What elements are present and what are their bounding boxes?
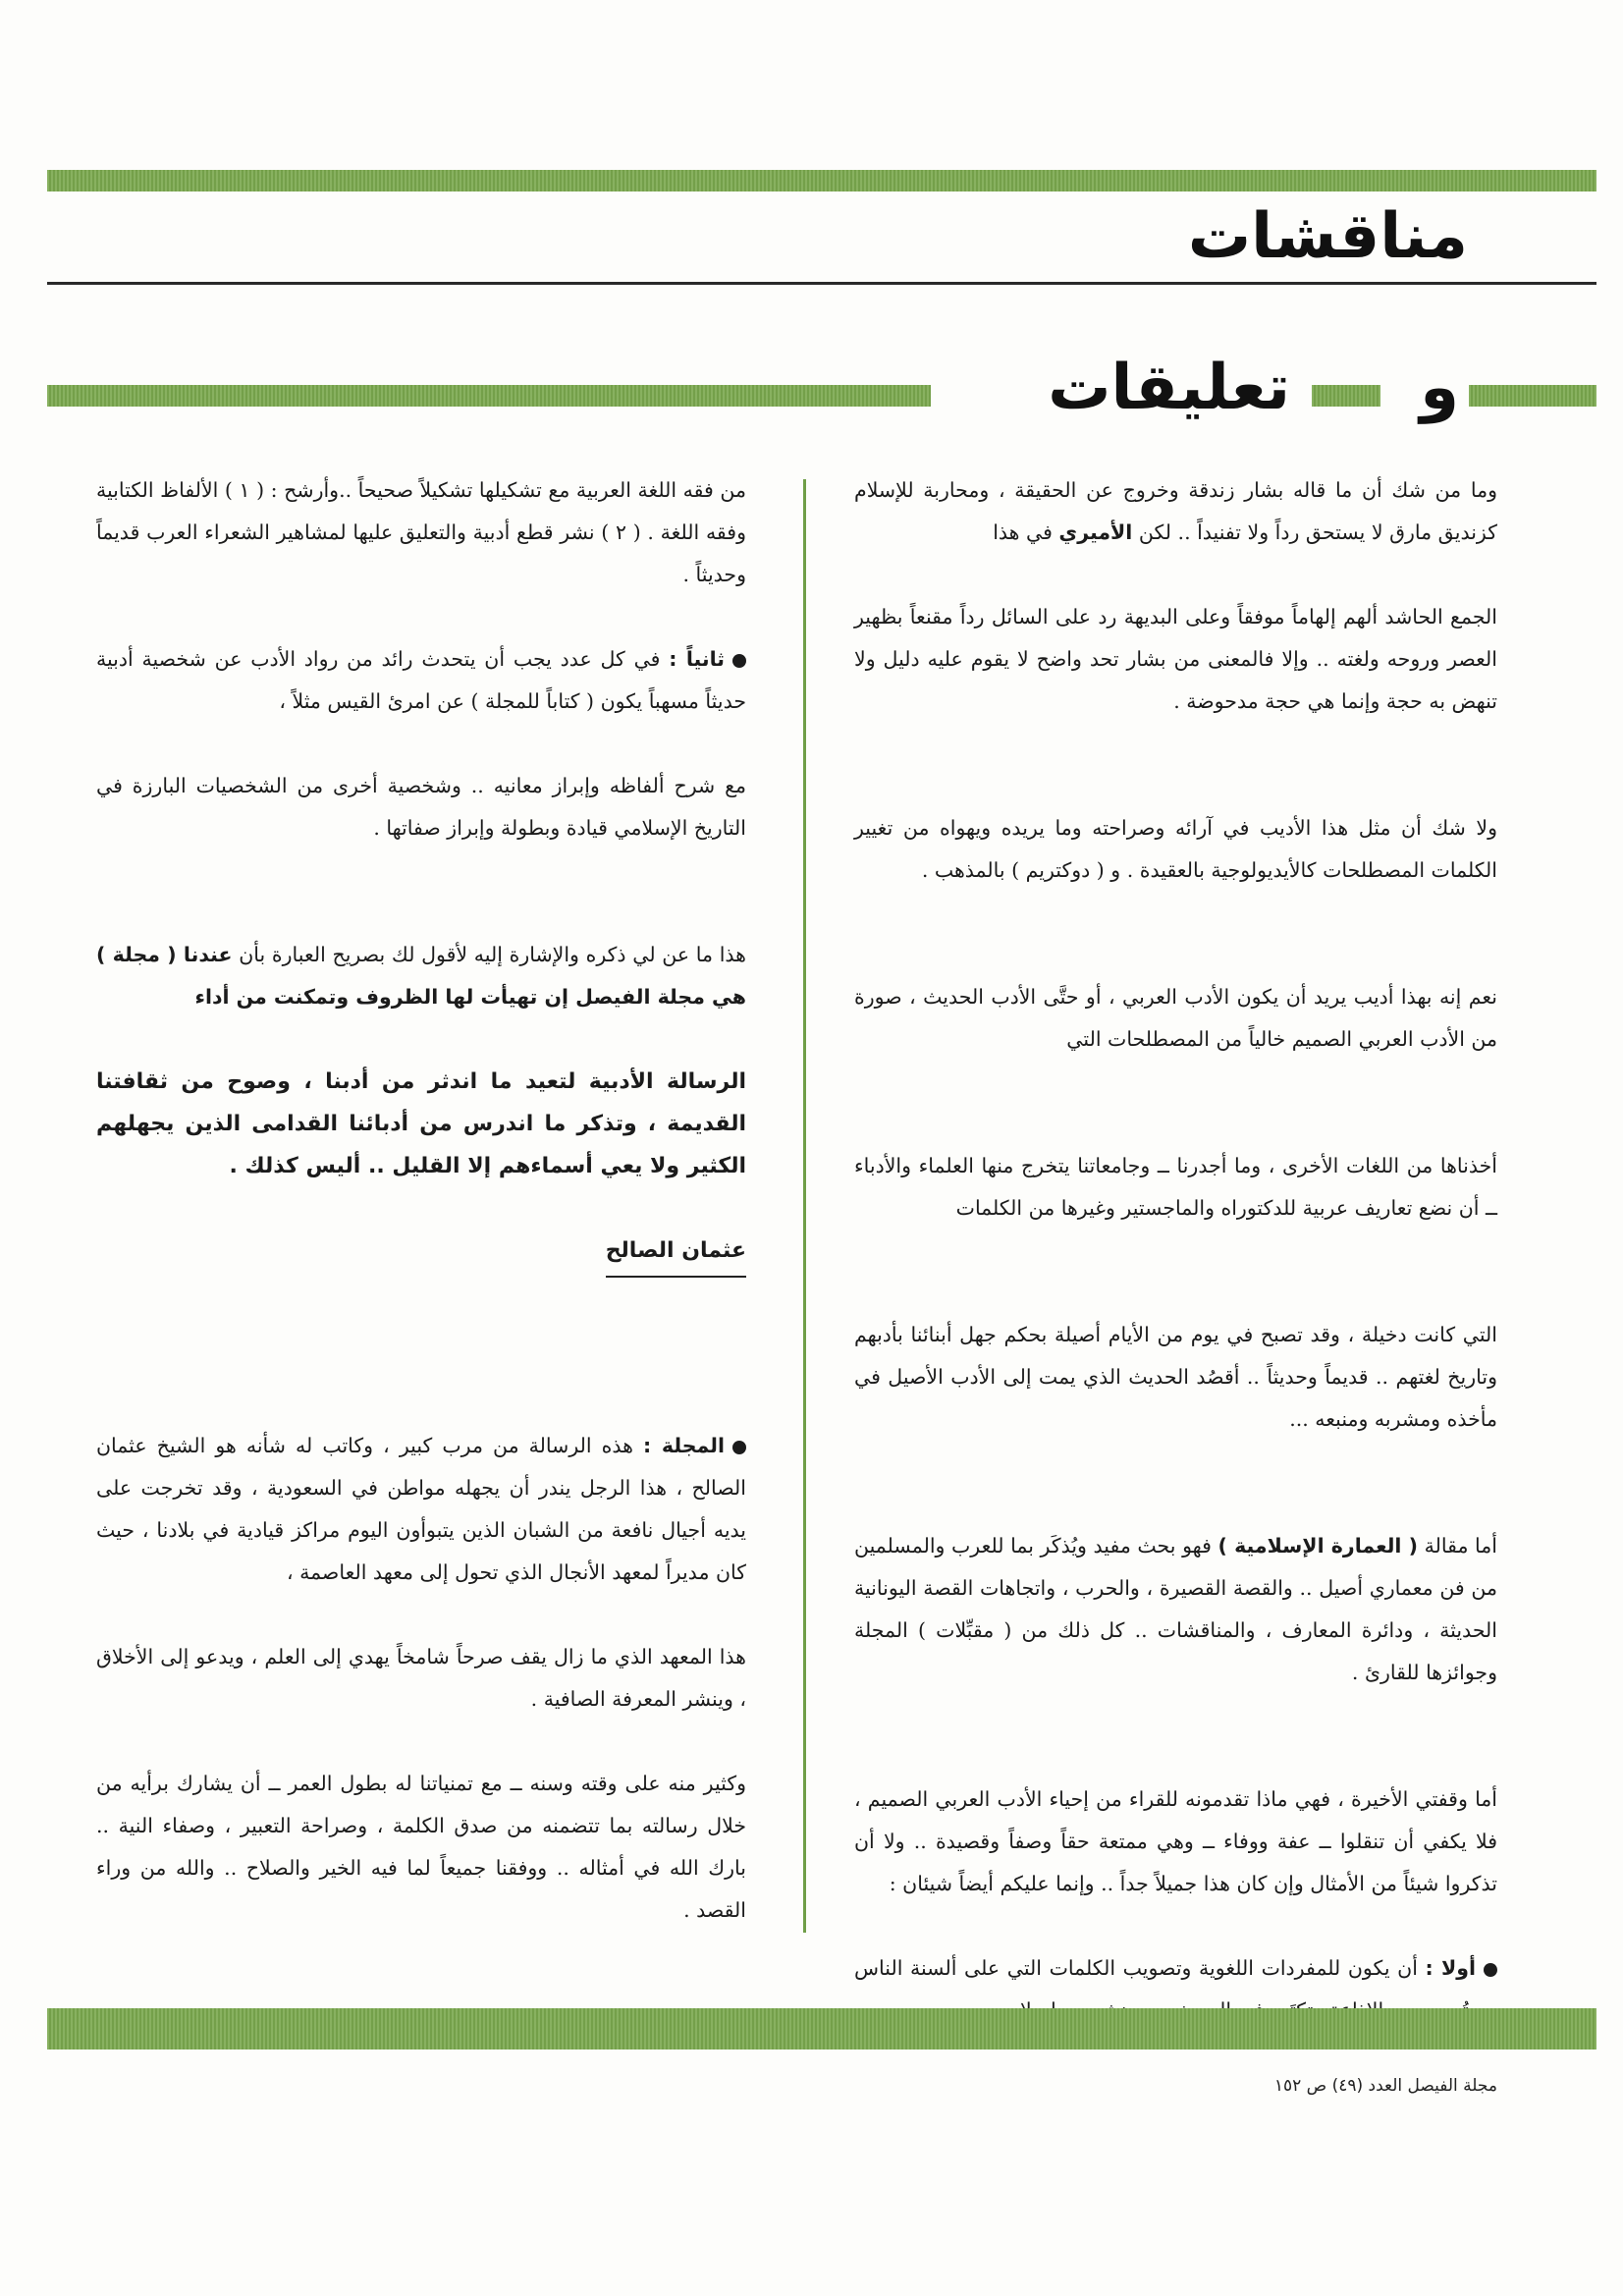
top-green-band bbox=[47, 170, 1596, 191]
right-paragraph-4: نعم إنه بهذا أديب يريد أن يكون الأدب العربي ، أو حتَّى الأدب الحديث ، صورة من الأدب العربي الصميم خالياً من المصطلحات التي bbox=[854, 985, 1497, 1051]
left-paragraph-4: هذا ما عن لي ذكره والإشارة إليه لأقول لك بصريح العبارة بأن عندنا ( مجلة ) هي مجلة الفيصل إن تهيأت لها الظروف وتمكنت من أداء bbox=[96, 943, 746, 1009]
column-divider bbox=[803, 479, 806, 1933]
right-paragraph-5: أخذناها من اللغات الأخرى ، وما أجدرنا ــ وجامعاتنا يتخرج منها العلماء والأدباء ــ أن نضع تعاريف عربية للدكتوراه والماجستير وغيرها من الكلمات bbox=[854, 1154, 1497, 1220]
section-title-comments: تعليقات bbox=[1048, 352, 1290, 424]
left-paragraph-6: المجلة : هذه الرسالة من مرب كبير ، وكاتب له شأنه هو الشيخ عثمان الصالح ، هذا الرجل يندر أن يجهله مواطن في السعودية ، وقد تخرجت على يديه أجيال نافعة من الشبان الذين يتبوأون اليوم مراكز قيادية في بلادنا ، حيث كان مديراً لمعهد الأنجال الذي تحول إلى معهد العاصمة ، bbox=[96, 1434, 746, 1584]
bullet-icon bbox=[732, 1441, 746, 1454]
signature-name: عثمان الصالح bbox=[606, 1230, 746, 1278]
page-footer: مجلة الفيصل العدد (٤٩) ص ١٥٢ bbox=[1273, 2076, 1497, 2096]
right-paragraph-6: التي كانت دخيلة ، وقد تصبح في يوم من الأيام أصيلة بحكم جهل أبنائنا بأدبهم وتاريخ لغتهم .. قديماً وحديثاً .. أقصُد الحديث الذي يمت إلى الأدب الأصيل في مأخذه ومشربه ومنبعه ... bbox=[854, 1323, 1497, 1431]
bullet-icon bbox=[1484, 1963, 1497, 1977]
subtitle-row bbox=[47, 354, 1596, 422]
left-paragraph-7: هذا المعهد الذي ما زال يقف صرحاً شامخاً يهدي إلى العلم ، ويدعو إلى الأخلاق ، وينشر المعرفة الصافية . bbox=[96, 1645, 746, 1711]
green-segment-right bbox=[1469, 385, 1596, 407]
left-paragraph-8: وكثير منه على وقته وسنه ــ مع تمنياتنا له بطول العمر ــ أن يشارك برأيه من خلال رسالته بما تتضمنه من صدق الكلمة ، وصراحة التعبير ، وصفاء النية .. بارك الله في أمثاله .. ووفقنا جميعاً لما فيه الخير والصلاح .. والله من وراء القصد . bbox=[96, 1772, 746, 1922]
emphasis-islamic-architecture: ( العمارة الإسلامية ) bbox=[1217, 1534, 1419, 1558]
emphasis-our-magazine: عندنا ( مجلة ) هي مجلة الفيصل إن تهيأت لها الظروف وتمكنت من أداء bbox=[96, 943, 746, 1009]
left-paragraph-1: من فقه اللغة العربية مع تشكيلها تشكيلاً صحيحاً ..وأرشح : ( ١ ) الألفاظ الكتابية وفقه اللغة . ( ٢ ) نشر قطع أدبية والتعليق عليها لمشاهير الشعراء العرب قديماً وحديثاً . bbox=[96, 478, 746, 586]
right-paragraph-1: وما من شك أن ما قاله بشار زندقة وخروج عن الحقيقة ، ومحاربة للإسلام كزنديق مارق لا يستحق رداً ولا تفنيداً .. لكن الأميري في هذا bbox=[854, 478, 1497, 544]
right-paragraph-7: أما مقالة ( العمارة الإسلامية ) فهو بحث مفيد ويُذكَر بما للعرب والمسلمين من فن معماري أصيل .. والقصة القصيرة ، والحرب ، واتجاهات القصة اليونانية الحديثة ، ودائرة المعارف ، والمناقشات .. كل ذلك من ( مقبِّلات ) المجلة وجوائزها للقارئ . bbox=[854, 1534, 1497, 1684]
signature-line bbox=[96, 1230, 746, 1278]
right-paragraph-3: ولا شك أن مثل هذا الأديب في آرائه وصراحته وما يريده ويهواه من تغيير الكلمات المصطلحات كالأيديولوجية بالعقيدة . و ( دوكتريم ) بالمذهب . bbox=[854, 816, 1497, 882]
right-paragraph-9: أولا : أن يكون للمفردات اللغوية وتصويب الكلمات التي على ألسنة الناس bbox=[854, 1947, 1497, 2032]
left-paragraph-2: ثانياً : في كل عدد يجب أن يتحدث رائد من رواد الأدب عن شخصية أدبية حديثاً مسهباً يكون ( كتاباً للمجلة ) عن امرئ القيس مثلاً ، bbox=[96, 647, 746, 713]
left-column bbox=[96, 469, 746, 1932]
right-column bbox=[854, 469, 1497, 2032]
right-paragraph-2: الجمع الحاشد ألهم إلهاماً موفقاً وعلى البديهة رد على السائل رداً مقنعاً بظهير العصر وروحه ولغته .. وإلا فالمعنى من بشار تحد واضح لا يقوم عليه دليل ولا تنهض به حجة وإنما هي حجة مدحوضة . bbox=[854, 605, 1497, 713]
section-title-discussions: مناقشات bbox=[1187, 200, 1468, 273]
bullet-icon bbox=[732, 654, 746, 668]
left-paragraph-5: الرسالة الأدبية لتعيد ما اندثر من أدبنا ، وصوح من ثقافتنا القديمة ، وتذكر ما اندرس من أدبائنا القدامى الذين يجهلهم الكثير ولا يعي أسماءهم إلا القليل .. أليس كذلك . bbox=[96, 1069, 746, 1178]
section-title-and: و bbox=[1420, 352, 1459, 424]
header-rule bbox=[47, 282, 1596, 285]
bottom-green-band bbox=[47, 2008, 1596, 2050]
green-segment-middle bbox=[1312, 385, 1380, 407]
left-paragraph-3: مع شرح ألفاظه وإبراز معانيه .. وشخصية أخرى من الشخصيات البارزة في التاريخ الإسلامي قيادة وبطولة وإبراز صفاتها . bbox=[96, 774, 746, 840]
right-paragraph-8: أما وقفتي الأخيرة ، فهي ماذا تقدمونه للقراء من إحياء الأدب العربي الصميم ، فلا يكفي أن تنقلوا ــ عفة ووفاء ــ وهي ممتعة حقاً وصفاً وقصيدة .. ولا أن تذكروا شيئاً من الأمثال وإن كان هذا جميلاً جداً .. وإنما عليكم أيضاً شيئان : bbox=[854, 1787, 1497, 1895]
green-segment-left bbox=[47, 385, 931, 407]
emphasis-amiri: الأميري bbox=[1058, 520, 1133, 544]
